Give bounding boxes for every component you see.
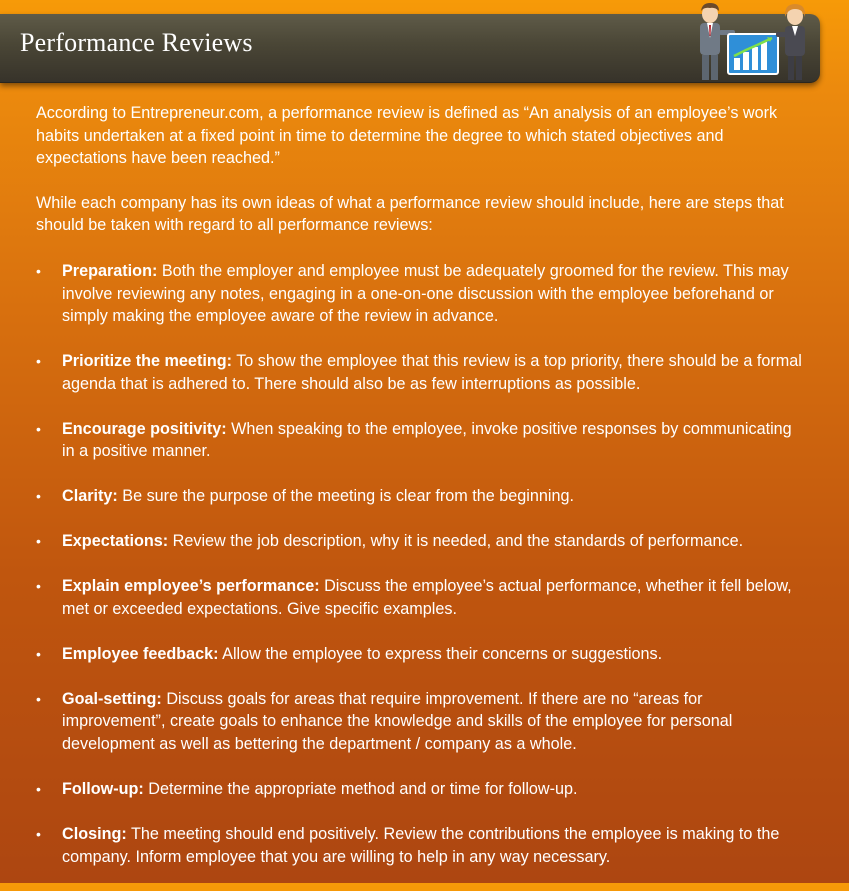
business-people-chart-icon (688, 0, 820, 84)
bullet: • (36, 781, 41, 797)
step-text: Discuss goals for areas that require improvement. If there are no “areas for improvement”, create goals to enhance the knowledge and skills of the employee for personal development as well as bettering the department / company as a whole. (62, 689, 733, 754)
step-text: Review the job description, why it is needed, and the standards of performance. (168, 532, 744, 551)
bullet: • (36, 420, 41, 437)
list-item (36, 260, 806, 328)
content-body (36, 102, 806, 891)
steps-list (36, 260, 806, 868)
step-text: Discuss the employee’s actual performance, whether it fell below, met or exceeded expectations. Give specific examples. (62, 577, 792, 618)
intro-paragraph-definition: According to Entrepreneur.com, a performance review is defined as “An analysis of an employee’s work habits undertaken at a fixed point in time to determine the degree to which stated objectives and expectations have been reached.” (36, 104, 778, 168)
bullet: • (36, 262, 41, 279)
step-text: Determine the appropriate method and or time for follow-up. (143, 780, 578, 798)
step-text: When speaking to the employee, invoke positive responses by communicating in a positive manner. (62, 419, 792, 461)
step-term: Explain employee’s performance: (62, 577, 320, 596)
bullet: • (36, 533, 41, 550)
bullet: • (36, 353, 41, 370)
step-term: Follow-up: (62, 780, 144, 798)
list-item (36, 688, 806, 756)
step-text: Both the employer and employee must be adequately groomed for the review. This may involve reviewing any notes, engaging in a one-on-one discussion with the employee beforehand or simply making the employee aware of the review in advance. (62, 261, 789, 326)
list-item (36, 530, 806, 553)
step-term: Closing: (62, 824, 127, 843)
list-item (36, 418, 806, 463)
step-text: The meeting should end positively. Review the contributions the employee is making to the company. Inform employee that you are willing to help in any way necessary. (62, 824, 780, 866)
list-item (36, 778, 806, 801)
bullet: • (36, 825, 41, 842)
step-term: Encourage positivity: (62, 419, 227, 438)
step-term: Prioritize the meeting: (62, 352, 232, 371)
list-item (36, 350, 806, 395)
step-term: Clarity: (62, 487, 118, 506)
step-text: Be sure the purpose of the meeting is clear from the beginning. (117, 487, 574, 506)
intro-paragraph-steps: While each company has its own ideas of what a performance review should include, here are steps that should be taken with regard to all performance reviews: (36, 193, 784, 235)
step-term: Employee feedback: (62, 644, 219, 663)
page-title: Performance Reviews (20, 28, 253, 57)
step-term: Preparation: (62, 261, 158, 280)
list-item (36, 575, 806, 620)
businesswoman-figure (776, 4, 805, 80)
list-item (36, 643, 806, 666)
bullet: • (36, 578, 41, 595)
bullet: • (36, 488, 41, 505)
bullet: • (36, 645, 41, 662)
step-term: Expectations: (62, 532, 169, 551)
chart-board (728, 34, 778, 74)
step-text: To show the employee that this review is a top priority, there should be a formal agenda that is adhered to. There should also be as few interruptions as possible. (62, 352, 802, 393)
list-item (36, 485, 806, 508)
step-text: Allow the employee to express their concerns or suggestions. (218, 644, 663, 663)
list-item (36, 823, 806, 868)
step-term: Goal-setting: (62, 689, 162, 708)
bullet: • (36, 690, 41, 707)
